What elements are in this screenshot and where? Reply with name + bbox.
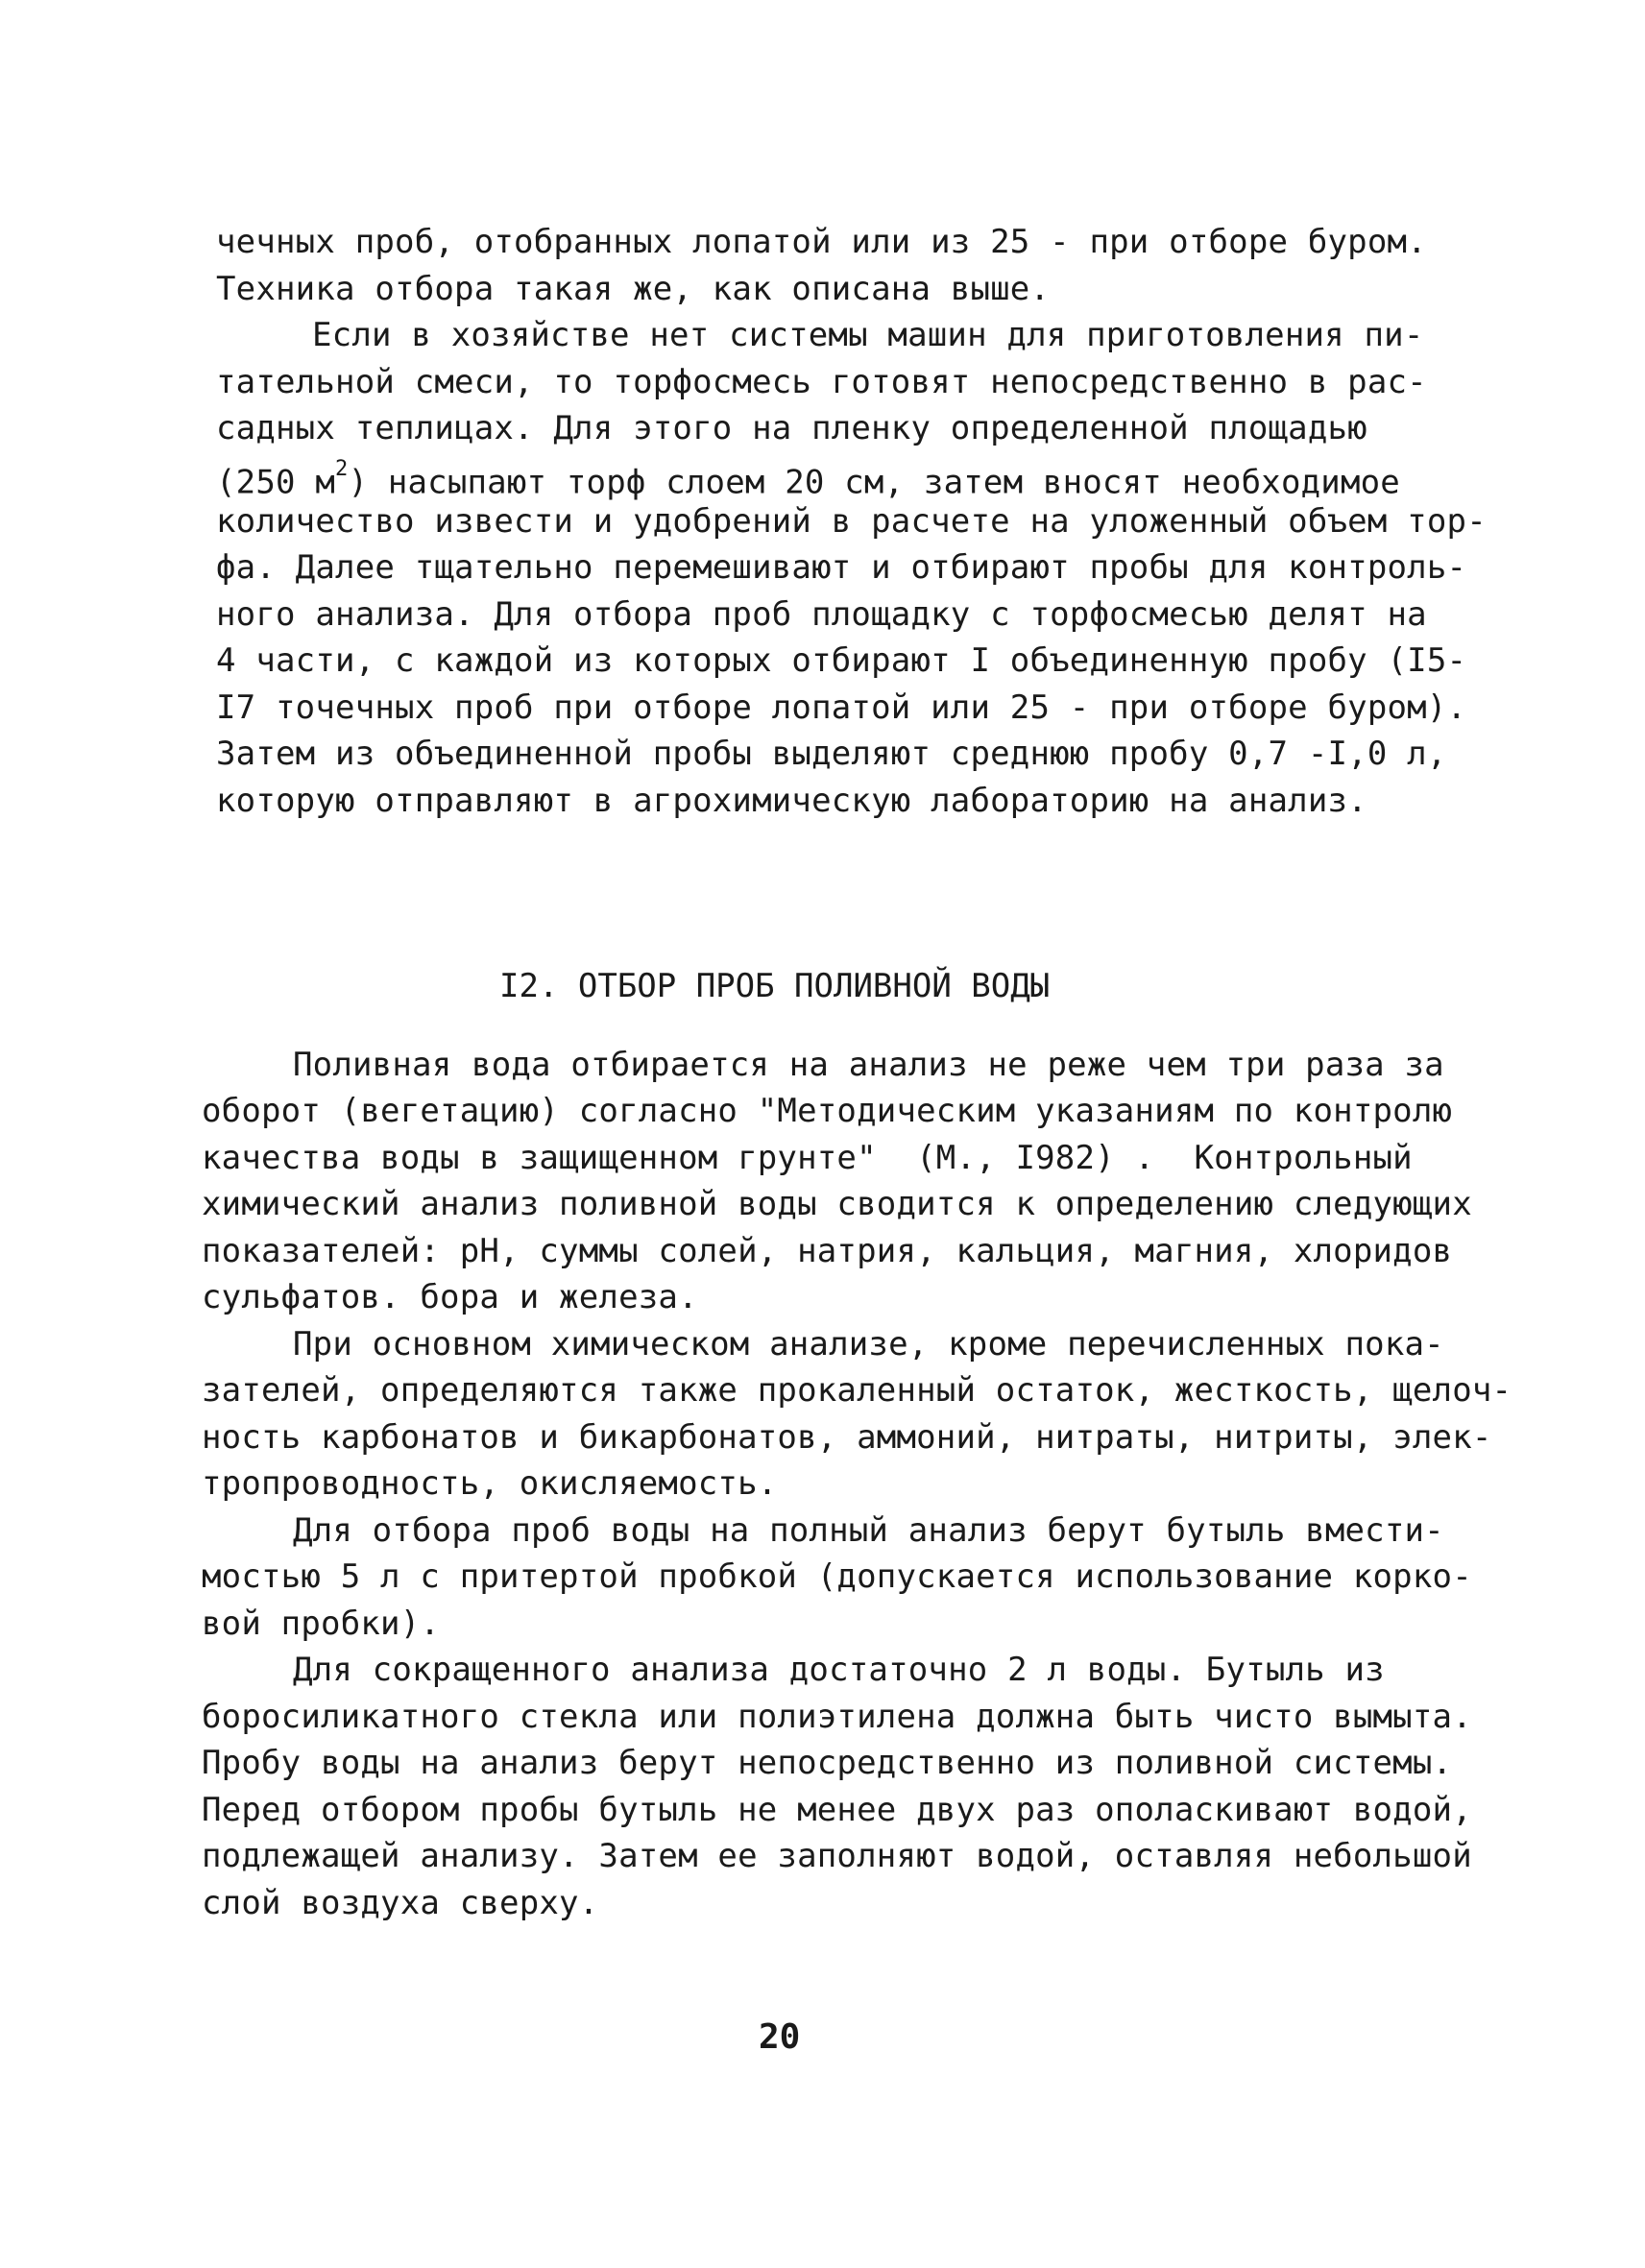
text-line: Если в хозяйстве нет системы машин для приготовления пи- [312,316,1424,354]
text-line: Затем из объединенной пробы выделяют среднюю пробу 0,7 -I,0 л, [216,735,1447,773]
text-line: качества воды в защищенном грунте" (М., I982) . Контрольный [202,1139,1413,1177]
text-line: фа. Далее тщательно перемешивают и отбирают пробы для контроль- [216,548,1467,587]
text-line: сульфатов. бора и железа. [202,1278,698,1316]
text-line: Техника отбора такая же, как описана выше. [216,270,1051,308]
text-line: При основном химическом анализе, кроме перечисленных пока- [293,1325,1444,1363]
text-line: мостью 5 л с притертой пробкой (допускается использование корко- [202,1557,1472,1596]
text-line: зателей, определяются также прокаленный остаток, жесткость, щелоч- [202,1371,1512,1410]
text-line: подлежащей анализу. Затем ее заполняют водой, оставляя небольшой [202,1837,1472,1875]
text-line: вой пробки). [202,1604,441,1643]
text-line: чечных проб, отобранных лопатой или из 25 - при отборе буром. [216,223,1427,261]
text-line: тательной смеси, то торфосмесь готовят непосредственно в рас- [216,363,1427,401]
text-line: показателей: рН, суммы солей, натрия, кальция, магния, хлоридов [202,1232,1453,1270]
text-line: тропроводность, окисляемость. [202,1464,778,1503]
text-line: 4 части, с каждой из которых отбирают I объединенную пробу (I5- [216,641,1467,680]
text-line: боросиликатного стекла или полиэтилена должна быть чисто вымыта. [202,1698,1472,1736]
text-line: ного анализа. Для отбора проб площадку с торфосмесью делят на [216,595,1427,634]
text-line: I7 точечных проб при отборе лопатой или 25 - при отборе буром). [216,688,1467,727]
text-line: Для сокращенного анализа достаточно 2 л воды. Бутыль из [293,1651,1385,1689]
text-line: слой воздуха сверху. [202,1884,599,1922]
text-line: Поливная вода отбирается на анализ не реже чем три раза за [293,1046,1444,1084]
superscript: 2 [335,457,349,481]
text-line: Перед отбором пробы бутыль не менее двух раз ополаскивают водой, [202,1791,1472,1829]
text-line: оборот (вегетацию) согласно "Методическим указаниям по контролю [202,1092,1453,1130]
text-line: ность карбонатов и бикарбонатов, аммоний, нитраты, нитриты, элек- [202,1418,1492,1457]
page-number: 20 [759,2017,801,2057]
section-heading: I2. ОТБОР ПРОБ ПОЛИВНОЙ ВОДЫ [499,967,1051,1005]
text-line: которую отправляют в агрохимическую лабораторию на анализ. [216,782,1367,820]
text-line: химический анализ поливной воды сводится к определению следующих [202,1185,1472,1223]
text-line: садных теплицах. Для этого на пленку определенной площадью [216,409,1367,447]
text-line: количество извести и удобрений в расчете на уложенный объем тор- [216,502,1487,541]
text-fragment: ) насыпают торф слоем 20 см, затем вносят необходимое [348,463,1400,502]
text-line: Для отбора проб воды на полный анализ берут бутыль вмести- [293,1511,1444,1550]
text-line: Пробу воды на анализ берут непосредственно из поливной системы. [202,1744,1453,1782]
text-fragment: (250 м [216,463,336,502]
